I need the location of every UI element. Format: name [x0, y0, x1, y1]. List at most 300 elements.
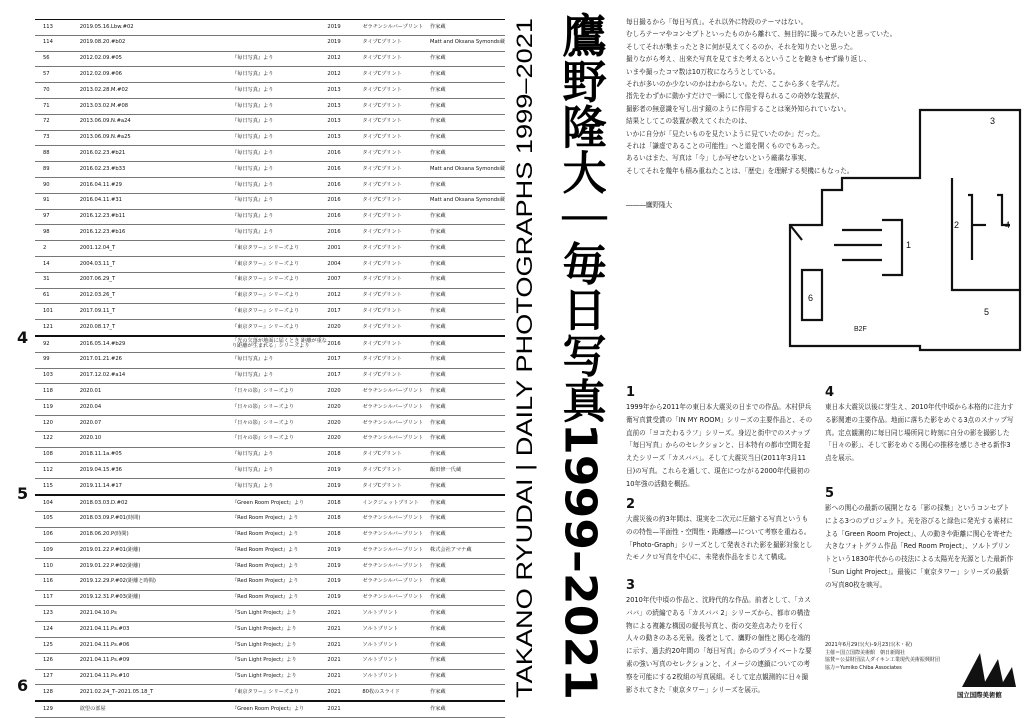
work-series: 『毎日写真』より — [232, 209, 327, 225]
section-2-text: 大震災後の約3年間は、現実を二次元に圧縮する写真というものの特性—平面性・空間性・距離感—について考察を重ねる。「Photo-Graph」シリーズとして発表された影を撮影対象としたモノクロ写真を中心に、未発表作品をまじえて構成。 — [626, 515, 813, 562]
work-owner: 作家蔵 — [430, 288, 505, 304]
work-media: タイプCプリント — [362, 225, 430, 241]
work-series: 『東京タワー』シリーズより — [232, 685, 327, 701]
credit-line: 協力＝Yumiko Chiba Associates — [825, 664, 902, 671]
work-owner: 作家蔵 — [430, 67, 505, 83]
work-series: 『東京タワー』シリーズより — [232, 304, 327, 320]
work-media: タイプCプリント — [362, 114, 430, 130]
work-owner: 作家蔵 — [430, 114, 505, 130]
work-year: 2012 — [327, 51, 362, 67]
work-title: 2019.11.14.#17 — [80, 479, 232, 495]
table-row — [35, 368, 505, 384]
statement-line: それは「謙虚であることの可能性」へと道を開くものでもあった。 — [626, 142, 824, 151]
work-series: 『毎日写真』より — [232, 146, 327, 162]
work-title: 2020.07 — [80, 415, 232, 431]
work-owner: 作家蔵 — [430, 177, 505, 193]
table-row — [35, 114, 505, 130]
work-media — [362, 701, 430, 717]
work-number: 73 — [35, 130, 80, 146]
work-series: 『東京タワー』シリーズより — [232, 241, 327, 257]
work-owner: 作家蔵 — [430, 272, 505, 288]
work-year: 2021 — [327, 701, 362, 717]
work-title: 2019.01.22.P.#02(距離) — [80, 559, 232, 575]
work-media: タイプCプリント — [362, 241, 430, 257]
work-title: 2021.04.11.Ps.#06 — [80, 638, 232, 654]
table-row — [35, 35, 505, 51]
work-year: 2013 — [327, 83, 362, 99]
work-owner: 作家蔵 — [430, 83, 505, 99]
work-year: 2001 — [327, 241, 362, 257]
work-year: 2020 — [327, 431, 362, 447]
work-year: 2016 — [327, 336, 362, 352]
work-owner: 作家蔵 — [430, 527, 505, 543]
work-series: 『日々の影』シリーズより — [232, 415, 327, 431]
work-owner: Matt and Oksana Symonds蔵 — [430, 193, 505, 209]
work-media: ゼラチンシルバープリント — [362, 590, 430, 606]
work-media: タイプCプリント — [362, 35, 430, 51]
work-owner: 作家蔵 — [430, 653, 505, 669]
work-series: 『毎日写真』より — [232, 463, 327, 479]
work-title: 2001.12.04_T — [80, 241, 232, 257]
table-row — [35, 479, 505, 495]
work-series: 『Sun Light Project』より — [232, 653, 327, 669]
statement-line: そしてそれが集まったときに何が見えてくるのか、それを知りたいと思った。 — [626, 42, 857, 51]
statement-signature: ―――鷹野隆大 — [626, 201, 673, 209]
work-media: タイプCプリント — [362, 209, 430, 225]
work-media: タイプCプリント — [362, 146, 430, 162]
section-1 — [626, 385, 814, 491]
work-owner: 作家蔵 — [430, 241, 505, 257]
work-series: 『Sun Light Project』より — [232, 638, 327, 654]
work-number: 31 — [35, 272, 80, 288]
work-series: 『毎日写真』より — [232, 177, 327, 193]
work-year: 2016 — [327, 209, 362, 225]
work-series: 『毎日写真』より — [232, 352, 327, 368]
table-row — [35, 653, 505, 669]
statement-line: あるいはまた、写真は「今」しか写せないという厳粛な事実、 — [626, 154, 811, 163]
work-year: 2018 — [327, 511, 362, 527]
work-title: 2017.01.21.#26 — [80, 352, 232, 368]
work-year: 2021 — [327, 606, 362, 622]
work-media: ゼラチンシルバープリント — [362, 20, 430, 36]
work-title: 2020.10 — [80, 431, 232, 447]
work-year: 2021 — [327, 685, 362, 701]
works-list-panel — [0, 0, 505, 712]
work-number: 56 — [35, 51, 80, 67]
work-year: 2019 — [327, 479, 362, 495]
exhibition-credits — [825, 642, 965, 672]
work-number: 126 — [35, 653, 80, 669]
section-number-5: 5 — [17, 484, 29, 503]
work-number: 120 — [35, 415, 80, 431]
work-series: 『毎日写真』より — [232, 51, 327, 67]
work-number: 119 — [35, 400, 80, 416]
work-title: 2019.04.15.#36 — [80, 463, 232, 479]
work-year: 2021 — [327, 653, 362, 669]
statement-line: それが多いのか少ないのかはわからない。ただ、ここから多くを学んだ。 — [626, 80, 844, 89]
work-series: 『Red Room Project』より — [232, 511, 327, 527]
work-number: 123 — [35, 606, 80, 622]
table-row — [35, 511, 505, 527]
work-year: 2018 — [327, 495, 362, 511]
work-series: 『毎日写真』より — [232, 83, 327, 99]
statement-line: 毎日撮るから「毎日写真」。それ以外に特段のテーマはない。 — [626, 18, 808, 26]
work-year: 2021 — [327, 638, 362, 654]
table-row — [35, 67, 505, 83]
work-media: ゼラチンシルバープリント — [362, 527, 430, 543]
work-year: 2019 — [327, 35, 362, 51]
work-series — [232, 35, 327, 51]
work-title: 2017.12.02.#a14 — [80, 368, 232, 384]
table-row — [35, 51, 505, 67]
work-title: 2017.09.11_T — [80, 304, 232, 320]
work-title: 2013.06.09.N.#a25 — [80, 130, 232, 146]
work-number: 88 — [35, 146, 80, 162]
title-en: TAKANO RYUDAI | DAILY PHOTOGRAPHS 1999–2021 — [512, 147, 537, 698]
table-row — [35, 400, 505, 416]
title-divider: ｜ — [554, 194, 606, 239]
work-title: 欲望の部屋 — [80, 701, 232, 717]
work-owner: 作家蔵 — [430, 638, 505, 654]
work-media: ソルトプリント — [362, 638, 430, 654]
work-series: 『東京タワー』シリーズより — [232, 320, 327, 336]
work-title: 2018.06.20.P(時間) — [80, 527, 232, 543]
map-label-floor: B2F — [854, 326, 867, 333]
table-row — [35, 463, 505, 479]
table-row — [35, 304, 505, 320]
statement-line: 結果としてこの装置が教えてくれたのは、 — [626, 117, 752, 126]
work-media: ソルトプリント — [362, 622, 430, 638]
table-row — [35, 527, 505, 543]
map-label-4: 4 — [1005, 220, 1011, 230]
table-row — [35, 701, 505, 717]
work-year: 2016 — [327, 177, 362, 193]
work-number: 72 — [35, 114, 80, 130]
table-row — [35, 638, 505, 654]
work-media: ゼラチンシルバープリント — [362, 574, 430, 590]
work-year: 2013 — [327, 98, 362, 114]
table-row — [35, 177, 505, 193]
work-media: タイプCプリント — [362, 288, 430, 304]
work-number: 113 — [35, 20, 80, 36]
work-number: 98 — [35, 225, 80, 241]
work-title: 2020.01 — [80, 384, 232, 400]
work-title: 2020.08.17_T — [80, 320, 232, 336]
table-row — [35, 146, 505, 162]
work-series: 『毎日写真』より — [232, 447, 327, 463]
work-media: ゼラチンシルバープリント — [362, 559, 430, 575]
statement-line: 撮影者の無意識を写し出す鏡のように作用することは案外知られていない。 — [626, 104, 851, 113]
work-series: 『毎日写真』より — [232, 479, 327, 495]
work-title: 2013.03.02.M.#08 — [80, 98, 232, 114]
work-number: 61 — [35, 288, 80, 304]
work-year: 2018 — [327, 447, 362, 463]
work-year: 2016 — [327, 162, 362, 178]
work-title: 2021.02.24_T–2021.05.18_T — [80, 685, 232, 701]
work-title: 2013.02.28.M.#02 — [80, 83, 232, 99]
work-owner: 作家蔵 — [430, 256, 505, 272]
work-owner: Matt and Oksana Symonds蔵 — [430, 162, 505, 178]
work-number: 115 — [35, 479, 80, 495]
work-owner: 作家蔵 — [430, 590, 505, 606]
work-title: 2016.05.14.#b29 — [80, 336, 232, 352]
work-owner: 作家蔵 — [430, 701, 505, 717]
table-row — [35, 320, 505, 336]
work-title: 2007.06.29_T — [80, 272, 232, 288]
credit-line: 2021年6月29日(火)–9月23日(木・祝) — [825, 642, 913, 648]
work-number: 110 — [35, 559, 80, 575]
work-year: 2004 — [327, 256, 362, 272]
work-year: 2017 — [327, 352, 362, 368]
work-title: 2018.03.09.P.#01(時間) — [80, 511, 232, 527]
work-title: 2021.04.10.Ps — [80, 606, 232, 622]
table-row — [35, 193, 505, 209]
work-year: 2018 — [327, 527, 362, 543]
work-year: 2012 — [327, 288, 362, 304]
work-number: 71 — [35, 98, 80, 114]
work-media: ゼラチンシルバープリント — [362, 543, 430, 559]
work-year: 2013 — [327, 114, 362, 130]
work-number: 105 — [35, 511, 80, 527]
work-series: 『Sun Light Project』より — [232, 669, 327, 685]
work-owner: 作家蔵 — [430, 400, 505, 416]
work-year: 2020 — [327, 320, 362, 336]
statement-line: むしろテーマやコンセプトといったものから離れて、無目的に撮ってみたいと思っていた。 — [626, 30, 897, 39]
work-title: 2018.03.03.D.#02 — [80, 495, 232, 511]
section-4 — [825, 385, 1015, 465]
work-series: 『Sun Light Project』より — [232, 622, 327, 638]
statement-line: 指先をわずかに動かすだけで一瞬にして像を得られるこの奇妙な装置が、 — [626, 92, 844, 101]
work-media: ゼラチンシルバープリント — [362, 431, 430, 447]
work-year: 2021 — [327, 622, 362, 638]
work-owner: 作家蔵 — [430, 495, 505, 511]
work-media: タイプCプリント — [362, 352, 430, 368]
work-series: 『日々の影』シリーズより — [232, 400, 327, 416]
work-owner: Matt and Oksana Symonds蔵 — [430, 35, 505, 51]
work-number: 125 — [35, 638, 80, 654]
work-title: 2016.04.11.#29 — [80, 177, 232, 193]
work-owner: 作家蔵 — [430, 431, 505, 447]
table-row — [35, 622, 505, 638]
work-media: タイプCプリント — [362, 447, 430, 463]
work-year: 2019 — [327, 543, 362, 559]
work-number: 122 — [35, 431, 80, 447]
work-series: 『東京タワー』シリーズより — [232, 272, 327, 288]
section-3-number: 3 — [626, 578, 636, 593]
work-year: 2020 — [327, 384, 362, 400]
work-series: 『Green Room Project』より — [232, 495, 327, 511]
work-series: 『Red Room Project』より — [232, 543, 327, 559]
work-title: 2016.02.23.#b21 — [80, 146, 232, 162]
table-row — [35, 606, 505, 622]
table-row — [35, 669, 505, 685]
work-media: タイプCプリント — [362, 162, 430, 178]
work-number: 106 — [35, 527, 80, 543]
work-number: 112 — [35, 463, 80, 479]
statement-line: 撮りながら考え、出来た写真を見てまた考えるということを飽きもせず繰り返し、 — [626, 55, 871, 64]
work-series: 『毎日写真』より — [232, 368, 327, 384]
work-title: 2021.04.11.Ps.#03 — [80, 622, 232, 638]
work-series: 『毎日写真』より — [232, 193, 327, 209]
work-owner: 作家蔵 — [430, 574, 505, 590]
work-title: 2019.12.29.P.#02(距離と時間) — [80, 574, 232, 590]
work-series: 『毎日写真』より — [232, 67, 327, 83]
work-owner: 作家蔵 — [430, 606, 505, 622]
work-owner: 株式会社アマナ蔵 — [430, 543, 505, 559]
work-title: 2020.04 — [80, 400, 232, 416]
work-year: 2020 — [327, 415, 362, 431]
work-media: タイプCプリント — [362, 130, 430, 146]
work-number: 108 — [35, 447, 80, 463]
title-jp — [555, 12, 608, 700]
work-title: 2004.03.11_T — [80, 256, 232, 272]
table-row — [35, 543, 505, 559]
work-number: 89 — [35, 162, 80, 178]
work-number: 104 — [35, 495, 80, 511]
table-row — [35, 256, 505, 272]
work-number: 101 — [35, 304, 80, 320]
work-title: 2019.05.16.Lbw.#02 — [80, 20, 232, 36]
work-year: 2019 — [327, 590, 362, 606]
work-series: 『日々の影』シリーズより — [232, 431, 327, 447]
work-title: 2016.12.23.#b11 — [80, 209, 232, 225]
works-table — [35, 19, 505, 718]
work-title: 2013.06.09.N.#a24 — [80, 114, 232, 130]
work-year: 2017 — [327, 368, 362, 384]
work-title: 2021.04.11.Ps.#09 — [80, 653, 232, 669]
work-media: ソルトプリント — [362, 669, 430, 685]
work-series: 『毎日写真』より — [232, 130, 327, 146]
work-series: 『Green Room Project』より — [232, 701, 327, 717]
map-label-3: 3 — [990, 116, 996, 126]
work-number: 124 — [35, 622, 80, 638]
work-media: ゼラチンシルバープリント — [362, 511, 430, 527]
work-year: 2021 — [327, 669, 362, 685]
work-year: 2016 — [327, 146, 362, 162]
work-media: タイプCプリント — [362, 304, 430, 320]
work-owner: 作家蔵 — [430, 622, 505, 638]
work-series: 『Red Room Project』より — [232, 527, 327, 543]
work-owner: 作家蔵 — [430, 336, 505, 352]
table-row — [35, 447, 505, 463]
work-title: 2012.03.26_T — [80, 288, 232, 304]
credit-line: 協賛＝公益財団法人ダイキン工業現代美術振興財団 — [825, 657, 940, 663]
floor-map-drawing — [772, 100, 1022, 360]
work-title: 2019.08.20.#b02 — [80, 35, 232, 51]
work-number: 118 — [35, 384, 80, 400]
table-row — [35, 83, 505, 99]
section-5 — [825, 486, 1015, 592]
work-media: タイプCプリント — [362, 479, 430, 495]
table-row — [35, 288, 505, 304]
section-2 — [626, 497, 814, 564]
statement-line: いかに自分が「見たいものを見たいように見ていたのか」だった。 — [626, 129, 824, 138]
work-year: 2016 — [327, 225, 362, 241]
work-series — [232, 20, 327, 36]
table-row — [35, 559, 505, 575]
work-owner: 作家蔵 — [430, 225, 505, 241]
work-series: 『Sun Light Project』より — [232, 606, 327, 622]
work-number: 116 — [35, 574, 80, 590]
work-number: 14 — [35, 256, 80, 272]
work-owner: 作家蔵 — [430, 352, 505, 368]
section-4-number: 4 — [825, 385, 835, 400]
work-year: 2019 — [327, 574, 362, 590]
work-series: 「光の欠落が地面に届くとき 距離が重なり距離が生まれる」シリーズより — [232, 336, 327, 352]
work-owner: 作家蔵 — [430, 368, 505, 384]
work-number: 90 — [35, 177, 80, 193]
section-2-number: 2 — [626, 497, 636, 512]
section-1-number: 1 — [626, 385, 636, 400]
work-number: 117 — [35, 590, 80, 606]
work-owner: 作家蔵 — [430, 98, 505, 114]
table-row — [35, 20, 505, 36]
work-media: タイプCプリント — [362, 336, 430, 352]
section-3-text: 2010年代中頃の作品と、沈時代的な作品。前者として、「カスババ」の続編である「カスババ 2」シリーズから、都市の構造物による複雑な構図の縦長写真と、街の交差点あたりを行く人々の動きのある光景。後者として、鷹野の個性と関心を端的に示す、過去約20年間の「毎日写真」からのプライベートな要素の強い写真のセレクションと、イメージの連鎖についての考察を可能にする2枚組の写真展組。そして定点観測的に日々撮影されてきた「東京タワー」シリーズを展示。 — [626, 596, 812, 694]
work-series: 『Red Room Project』より — [232, 590, 327, 606]
work-year: 2020 — [327, 400, 362, 416]
work-number: 103 — [35, 368, 80, 384]
vertical-title — [510, 8, 610, 703]
statement-line: そしてそれを幾年も積み重ねたことは、「歴史」を理解する契機にもなった。 — [626, 166, 854, 175]
museum-name: 国立国際美術館 — [957, 691, 1002, 699]
work-number: 91 — [35, 193, 80, 209]
map-label-1: 1 — [906, 240, 912, 250]
work-title: 2016.02.23.#b33 — [80, 162, 232, 178]
work-year: 2013 — [327, 130, 362, 146]
work-number: 128 — [35, 685, 80, 701]
table-row — [35, 685, 505, 701]
section-5-text: 影への関心の最新の展開となる「影の採集」というコンセプトによる3つのプロジェクト。光を浴びると緑色に発光する素材による「Green Room Project」、人の動きや距離に関心を寄せた大きなフォトグラム作品「Red Room Project」、ソルトプリントという1830年代からの技法による太陽光を光源とした最新作「Sun Light Project」。最後に「東京タワー」シリーズの最新の写真80枚を映写。 — [825, 504, 1014, 589]
map-label-5: 5 — [984, 307, 990, 317]
work-media: タイプCプリント — [362, 83, 430, 99]
work-series: 『日々の影』シリーズより — [232, 384, 327, 400]
credit-line: 主催＝国立国際美術館 朝日新聞社 — [825, 649, 906, 656]
work-owner: 作家蔵 — [430, 669, 505, 685]
table-row — [35, 162, 505, 178]
work-media: タイプCプリント — [362, 256, 430, 272]
work-title: 2018.11.1a.#05 — [80, 447, 232, 463]
work-media: インクジェットプリント — [362, 495, 430, 511]
table-row — [35, 415, 505, 431]
section-1-text: 1999年から2011年の東日本大震災の日までの作品。木村伊兵衛写真賞受賞の「IN MY ROOM」シリーズの主要作品と、その直前の「ヨコたわるラフ」シリーズ。身辺と街中でのスナップ「毎日写真」からのセレクションと、日本特有の都市空間を捉えたシリーズ「カスババ」。そして大震災当日(2011年3月11日)の写真。これらを通して、現在につながる2000年代最初の10年強の活動を概括。 — [626, 403, 813, 488]
section-number-6: 6 — [17, 676, 29, 695]
title-artist-name: 鷹野隆大 — [554, 12, 606, 188]
table-row — [35, 384, 505, 400]
work-year: 2019 — [327, 559, 362, 575]
table-row — [35, 336, 505, 352]
work-number: 92 — [35, 336, 80, 352]
work-owner: 作家蔵 — [430, 479, 505, 495]
work-number: 99 — [35, 352, 80, 368]
work-owner: 作家蔵 — [430, 559, 505, 575]
work-owner: 作家蔵 — [430, 447, 505, 463]
work-owner: 作家蔵 — [430, 384, 505, 400]
work-number: 129 — [35, 701, 80, 717]
work-owner: 作家蔵 — [430, 51, 505, 67]
work-number: 114 — [35, 35, 80, 51]
work-media: タイプCプリント — [362, 320, 430, 336]
work-media: タイプCプリント — [362, 98, 430, 114]
table-row — [35, 209, 505, 225]
work-media: ゼラチンシルバープリント — [362, 415, 430, 431]
work-number: 57 — [35, 67, 80, 83]
description-panel — [620, 0, 1024, 707]
work-year: 2012 — [327, 67, 362, 83]
work-year: 2019 — [327, 20, 362, 36]
work-owner: 作家蔵 — [430, 146, 505, 162]
work-media: ソルトプリント — [362, 606, 430, 622]
